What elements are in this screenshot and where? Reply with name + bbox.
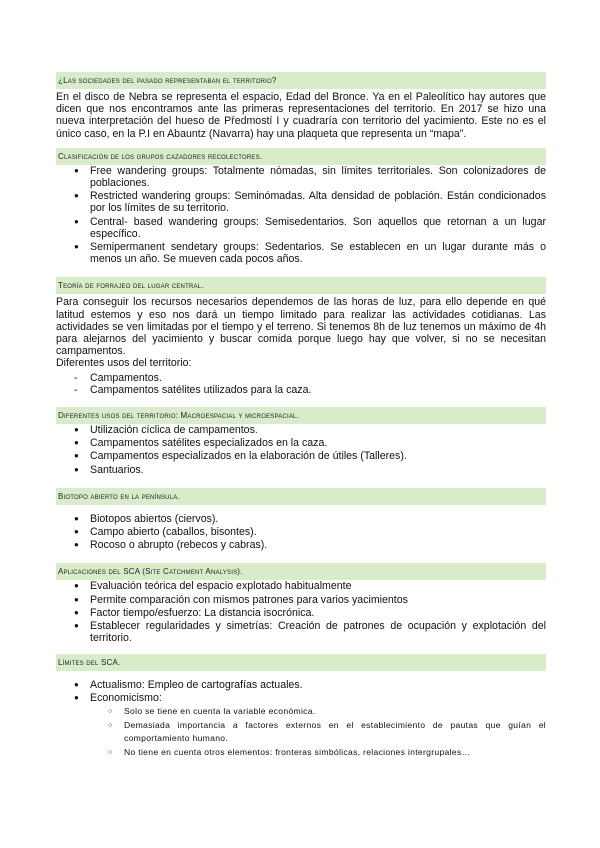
section-heading: Límites del SCA. [56,654,546,671]
document-page [56,72,546,760]
sub-list-item: ○ Solo se tiene en cuenta la variable económica. [124,705,546,719]
section-heading: Aplicaciones del SCA (Site Catchment Analysis). [56,563,546,580]
list-item: ● Campamentos especializados en la elaboración de útiles (Talleres). [90,450,546,462]
list-item: ● Establecer regularidades y simetrías: Creación de patrones de ocupación y explotación del territorio. [90,620,546,644]
bullet-list [56,513,546,552]
list-item: ● Santuarios. [90,464,546,476]
section-heading: Clasificación de los grupos cazadores recolectores. [56,148,546,165]
section-paragraph: En el disco de Nebra se representa el espacio, Edad del Bronce. Ya en el Paleolítico hay autores que dicen que nos encontramos ante las primeras representaciones del territorio. En 2017 se hizo una nueva interpretación del hueso de Předmostí I y cuadraría con territorio del yacimiento. Este no es el único caso, en la P.I en Abauntz (Navarra) hay una plaqueta que representa un “mapa”. [56,91,546,140]
sub-list-item: ○ No tiene en cuenta otros elementos: fronteras simbólicas, relaciones intergrupales… [124,746,546,760]
bullet-list [56,424,546,476]
list-item: ● Free wandering groups: Totalmente nómadas, sin límites territoriales. Son colonizadores de poblaciones. [90,165,546,189]
sub-list-item: ○ Demasiada importancia a factores externos en el establecimiento de pautas que guían el comportamiento humano. [124,719,546,746]
list-item: ● Semipermanent sendetary groups: Sedentarios. Se establecen en un lugar durante más o menos un año. Se mueven cada pocos años. [90,241,546,265]
list-item: ● Biotopos abiertos (ciervos). [90,513,546,525]
list-item-label: Economicismo: [90,691,162,704]
list-item: ● Restricted wandering groups: Seminómadas. Alta densidad de población. Están condicionados por los límites de su territorio. [90,190,546,214]
section-heading: Teoría de forrajeo del lugar central. [56,277,546,294]
list-item: - Campamentos. [90,372,546,384]
list-item: ● Permite comparación con mismos patrones para varios yacimientos [90,594,546,606]
section-heading: Diferentes usos del territorio: Macroespacial y microespacial. [56,407,546,424]
list-item: ● Factor tiempo/esfuerzo: La distancia isocrónica. [90,607,546,619]
list-item: ● Evaluación teórica del espacio explotado habitualmente [90,580,546,592]
sub-list [90,705,546,759]
bullet-list [56,580,546,644]
list-item: ● Rocoso o abrupto (rebecos y cabras). [90,539,546,551]
list-item: ● Campo abierto (caballos, bisontes). [90,526,546,538]
dash-list [56,372,546,396]
list-item: ● Campamentos satélites especializados en la caza. [90,437,546,449]
list-item: ● Utilización cíclica de campamentos. [90,424,546,436]
bullet-list [56,165,546,266]
section-subtitle: Diferentes usos del territorio: [56,357,192,370]
list-item: ● Central- based wandering groups: Semisedentarios. Son aquellos que retornan a un lugar específico. [90,216,546,240]
list-item: ● Actualismo: Empleo de cartografías actuales. [90,679,546,691]
section-heading: Biotopo abierto en la península. [56,488,546,505]
section-paragraph: Para conseguir los recursos necesarios dependemos de las horas de luz, para ello depende en qué latitud estemos y eso nos dará un tiempo limitado para realizar las actividades cotidianas. Las actividades se ven limitadas por el tiempo y el terreno. Si tenemos 8h de luz tenemos un máximo de 4h para alejarnos del yacimiento y buscar comida porque luego hay que volver, si no se necesitan campamentos. [56,296,546,358]
list-item: - Campamentos satélites utilizados para la caza. [90,384,546,396]
list-item [90,692,546,760]
section-heading: ¿Las sociedades del pasado representaban el territorio? [56,72,546,89]
bullet-list [56,679,546,760]
